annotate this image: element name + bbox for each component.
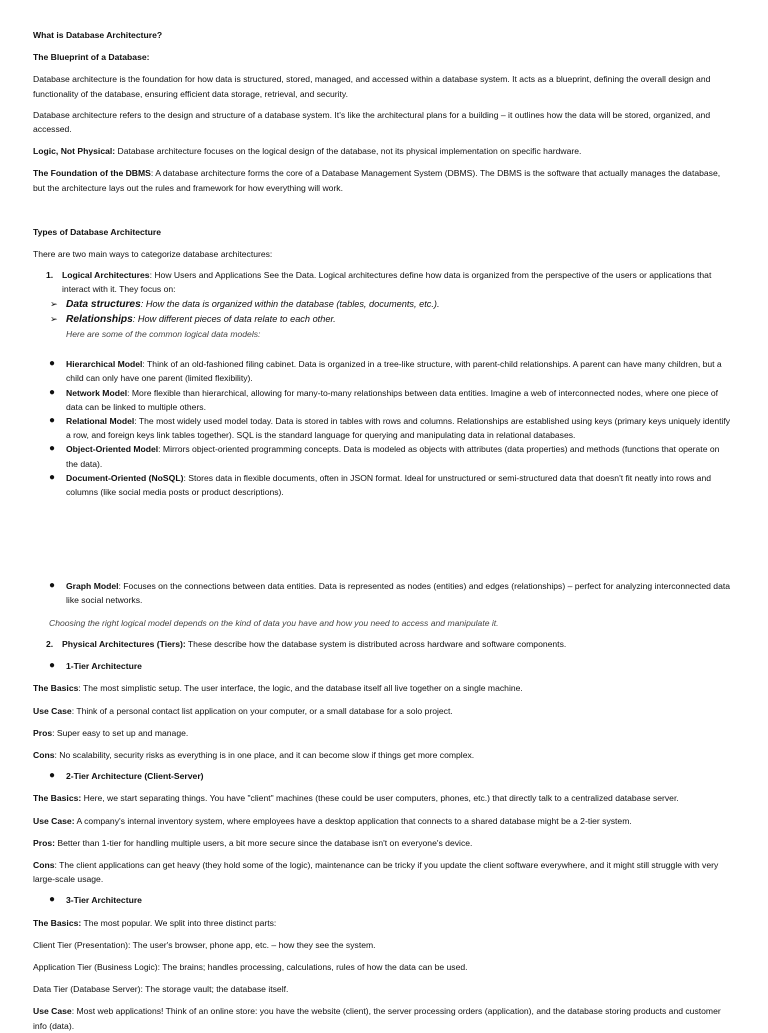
logical-label: Logical Architectures: [62, 270, 150, 281]
basics-label: The Basics: [33, 683, 79, 694]
use-case-label: Use Case:: [33, 815, 75, 826]
tier3-title: [33, 893, 733, 907]
tier1-title-text: 1-Tier Architecture: [66, 661, 142, 672]
basics-text: : The most simplistic setup. The user interface, the logic, and the database itself all live together on a single machine.: [78, 683, 523, 694]
cons-label: Cons: [33, 749, 55, 760]
document-page: [33, 28, 733, 1033]
logical-text: : How Users and Applications See the Data. Logical architectures define how data is organized from the perspective of the users or applications that interact with it. They focus on:: [62, 270, 712, 295]
model-label: Document-Oriented (NoSQL): [66, 472, 184, 483]
model-text: : Focuses on the connections between data entities. Data is represented as nodes (entities) and edges (relationships) – perfect for analyzing interconnected data like social networks.: [66, 581, 731, 606]
bullet-dot-icon: ●: [49, 770, 56, 782]
tier2-cons: [33, 858, 733, 886]
tier1-use-case: [33, 704, 733, 718]
focus-item-relationships: [33, 312, 733, 327]
bullet-dot-icon: ●: [49, 386, 56, 398]
tier3-basics: [33, 916, 733, 930]
pros-text: : Super easy to set up and manage.: [52, 727, 189, 738]
types-intro: There are two main ways to categorize database architectures:: [33, 249, 273, 260]
pros-label: Pros: [33, 727, 53, 738]
physical-architectures-item: [33, 637, 733, 651]
tier2-title: [33, 769, 733, 783]
tier3-data: Data Tier (Database Server): The storage vault; the database itself.: [33, 984, 289, 995]
model-item-graph: [33, 579, 733, 607]
bullet-dot-icon: ●: [49, 471, 56, 483]
logic-text: Database architecture focuses on the logical design of the database, not its physical implementation on specific hardware.: [115, 146, 582, 157]
model-item-hierarchical: [33, 357, 733, 385]
basics-label: The Basics:: [33, 917, 82, 928]
model-text: : Stores data in flexible documents, often in JSON format. Ideal for unstructured or semi-structured data that doesn't fit neatly into rows and columns (like social media posts or product descriptions).: [66, 472, 712, 498]
tier2-title-text: 2-Tier Architecture (Client-Server): [66, 771, 204, 782]
arrow-bullet-icon: ➢: [50, 313, 58, 324]
model-label: Relational Model: [66, 416, 135, 427]
pros-label: Pros:: [33, 837, 55, 848]
tier1-pros: [33, 726, 733, 740]
logic-paragraph: [33, 144, 733, 158]
pros-text: Better than 1-tier for handling multiple users, a bit more secure since the database isn't on everyone's device.: [54, 837, 473, 848]
use-case-label: Use Case: [33, 705, 72, 716]
list-number: 1.: [46, 270, 54, 281]
bullet-dot-icon: ●: [49, 443, 56, 455]
tier3-application: Application Tier (Business Logic): The brains; handles processing, calculations, rules of how the data can be used.: [33, 961, 468, 972]
bullet-dot-icon: ●: [49, 415, 56, 427]
bullet-dot-icon: ●: [49, 660, 56, 672]
model-item-document-oriented: [33, 471, 733, 499]
bullet-dot-icon: ●: [49, 894, 56, 906]
physical-label: Physical Architectures (Tiers):: [62, 638, 186, 649]
tier3-use-case: [33, 1004, 733, 1032]
foundation-label: The Foundation of the DBMS: [33, 168, 151, 179]
blueprint-paragraph-2: Database architecture refers to the design and structure of a database system. It's like the architectural plans for a building – it outlines how the data will be stored, organized, and accessed.: [33, 109, 711, 135]
foundation-paragraph: [33, 166, 733, 194]
logical-architectures-item: [33, 268, 733, 296]
model-label: Hierarchical Model: [66, 359, 143, 370]
logical-models-list: [33, 357, 733, 499]
tier3-title-text: 3-Tier Architecture: [66, 895, 142, 906]
tier1-title: [33, 659, 733, 673]
cons-label: Cons: [33, 859, 55, 870]
model-item-object-oriented: [33, 442, 733, 470]
tier3-client: Client Tier (Presentation): The user's browser, phone app, etc. – how they see the system.: [33, 939, 376, 950]
model-text: : Mirrors object-oriented programming concepts. Data is modeled as objects with attributes (data properties) and methods (functions that operate on the data).: [66, 444, 720, 469]
physical-text: These describe how the database system is distributed across hardware and software components.: [185, 638, 567, 649]
list-number: 2.: [46, 638, 54, 649]
logical-closing-note: Choosing the right logical model depends on the kind of data you have and how you need to access and manipulate it.: [49, 617, 499, 628]
basics-text: Here, we start separating things. You have "client" machines (these could be user computers, phones, etc.) that directly talk to a centralized database server.: [81, 793, 679, 804]
cons-text: : The client applications can get heavy (they hold some of the logic), maintenance can be tricky if you update the client software everywhere, and it might still struggle with very large-scale usage.: [33, 859, 719, 885]
types-title: Types of Database Architecture: [33, 226, 161, 237]
focus-text: : How the data is organized within the database (tables, documents, etc.).: [140, 298, 440, 309]
model-label: Graph Model: [66, 581, 119, 592]
tier2-use-case: [33, 814, 733, 828]
focus-item-data-structures: [33, 297, 733, 312]
use-case-text: : Think of a personal contact list application on your computer, or a small database for a solo project.: [71, 705, 453, 716]
model-item-network: [33, 386, 733, 414]
tier1-basics: [33, 681, 733, 695]
focus-label: Data structures: [66, 298, 141, 310]
basics-label: The Basics:: [33, 793, 82, 804]
tier2-pros: [33, 836, 733, 850]
model-label: Object-Oriented Model: [66, 444, 159, 455]
bullet-dot-icon: ●: [49, 358, 56, 370]
tier1-cons: [33, 748, 733, 762]
basics-text: The most popular. We split into three distinct parts:: [81, 917, 277, 928]
model-label: Network Model: [66, 387, 128, 398]
model-text: : More flexible than hierarchical, allowing for many-to-many relationships between data entities. Imagine a web of interconnected nodes, where one piece of data can be linked to multiple others.: [66, 387, 719, 412]
model-text: : Think of an old-fashioned filing cabinet. Data is organized in a tree-like structure, with parent-child relationships. A parent can have many children, but a child can only have one parent (limited flexibility).: [66, 359, 722, 384]
bullet-dot-icon: ●: [49, 580, 56, 592]
use-case-text: : Most web applications! Think of an online store: you have the website (client), the server processing orders (application), and the database storing products and customer info (data).: [33, 1006, 721, 1031]
use-case-label: Use Case: [33, 1006, 72, 1017]
tier2-basics: [33, 791, 733, 805]
focus-text: : How different pieces of data relate to each other.: [132, 313, 336, 324]
model-text: : The most widely used model today. Data is stored in tables with rows and columns. Relationships are established using keys (primary keys uniquely identify a row, and foreign keys link tables together). SQL is the standard language for querying and manipulating data in relational databases.: [66, 416, 731, 441]
blueprint-title: The Blueprint of a Database:: [33, 52, 150, 63]
document-heading: What is Database Architecture?: [33, 30, 163, 40]
use-case-text: A company's internal inventory system, where employees have a desktop application that connects to a shared database might be a 2-tier system.: [74, 815, 632, 826]
logic-label: Logic, Not Physical:: [33, 146, 116, 157]
models-intro: Here are some of the common logical data models:: [66, 329, 261, 340]
model-item-relational: [33, 414, 733, 442]
focus-label: Relationships: [66, 313, 133, 325]
blueprint-paragraph-1: Database architecture is the foundation for how data is structured, stored, managed, and accessed within a database system. It acts as a blueprint, defining the overall design and functionality of the database, ensuring efficient data storage, retrieval, and security.: [33, 74, 711, 99]
foundation-text: : A database architecture forms the core of a Database Management System (DBMS). The DBMS is the software that actually manages the database, but the architecture lays out the rules and framework for how everything will work.: [33, 168, 721, 193]
cons-text: : No scalability, security risks as everything is in one place, and it can become slow if things get more complex.: [54, 749, 475, 760]
arrow-bullet-icon: ➢: [50, 298, 58, 309]
